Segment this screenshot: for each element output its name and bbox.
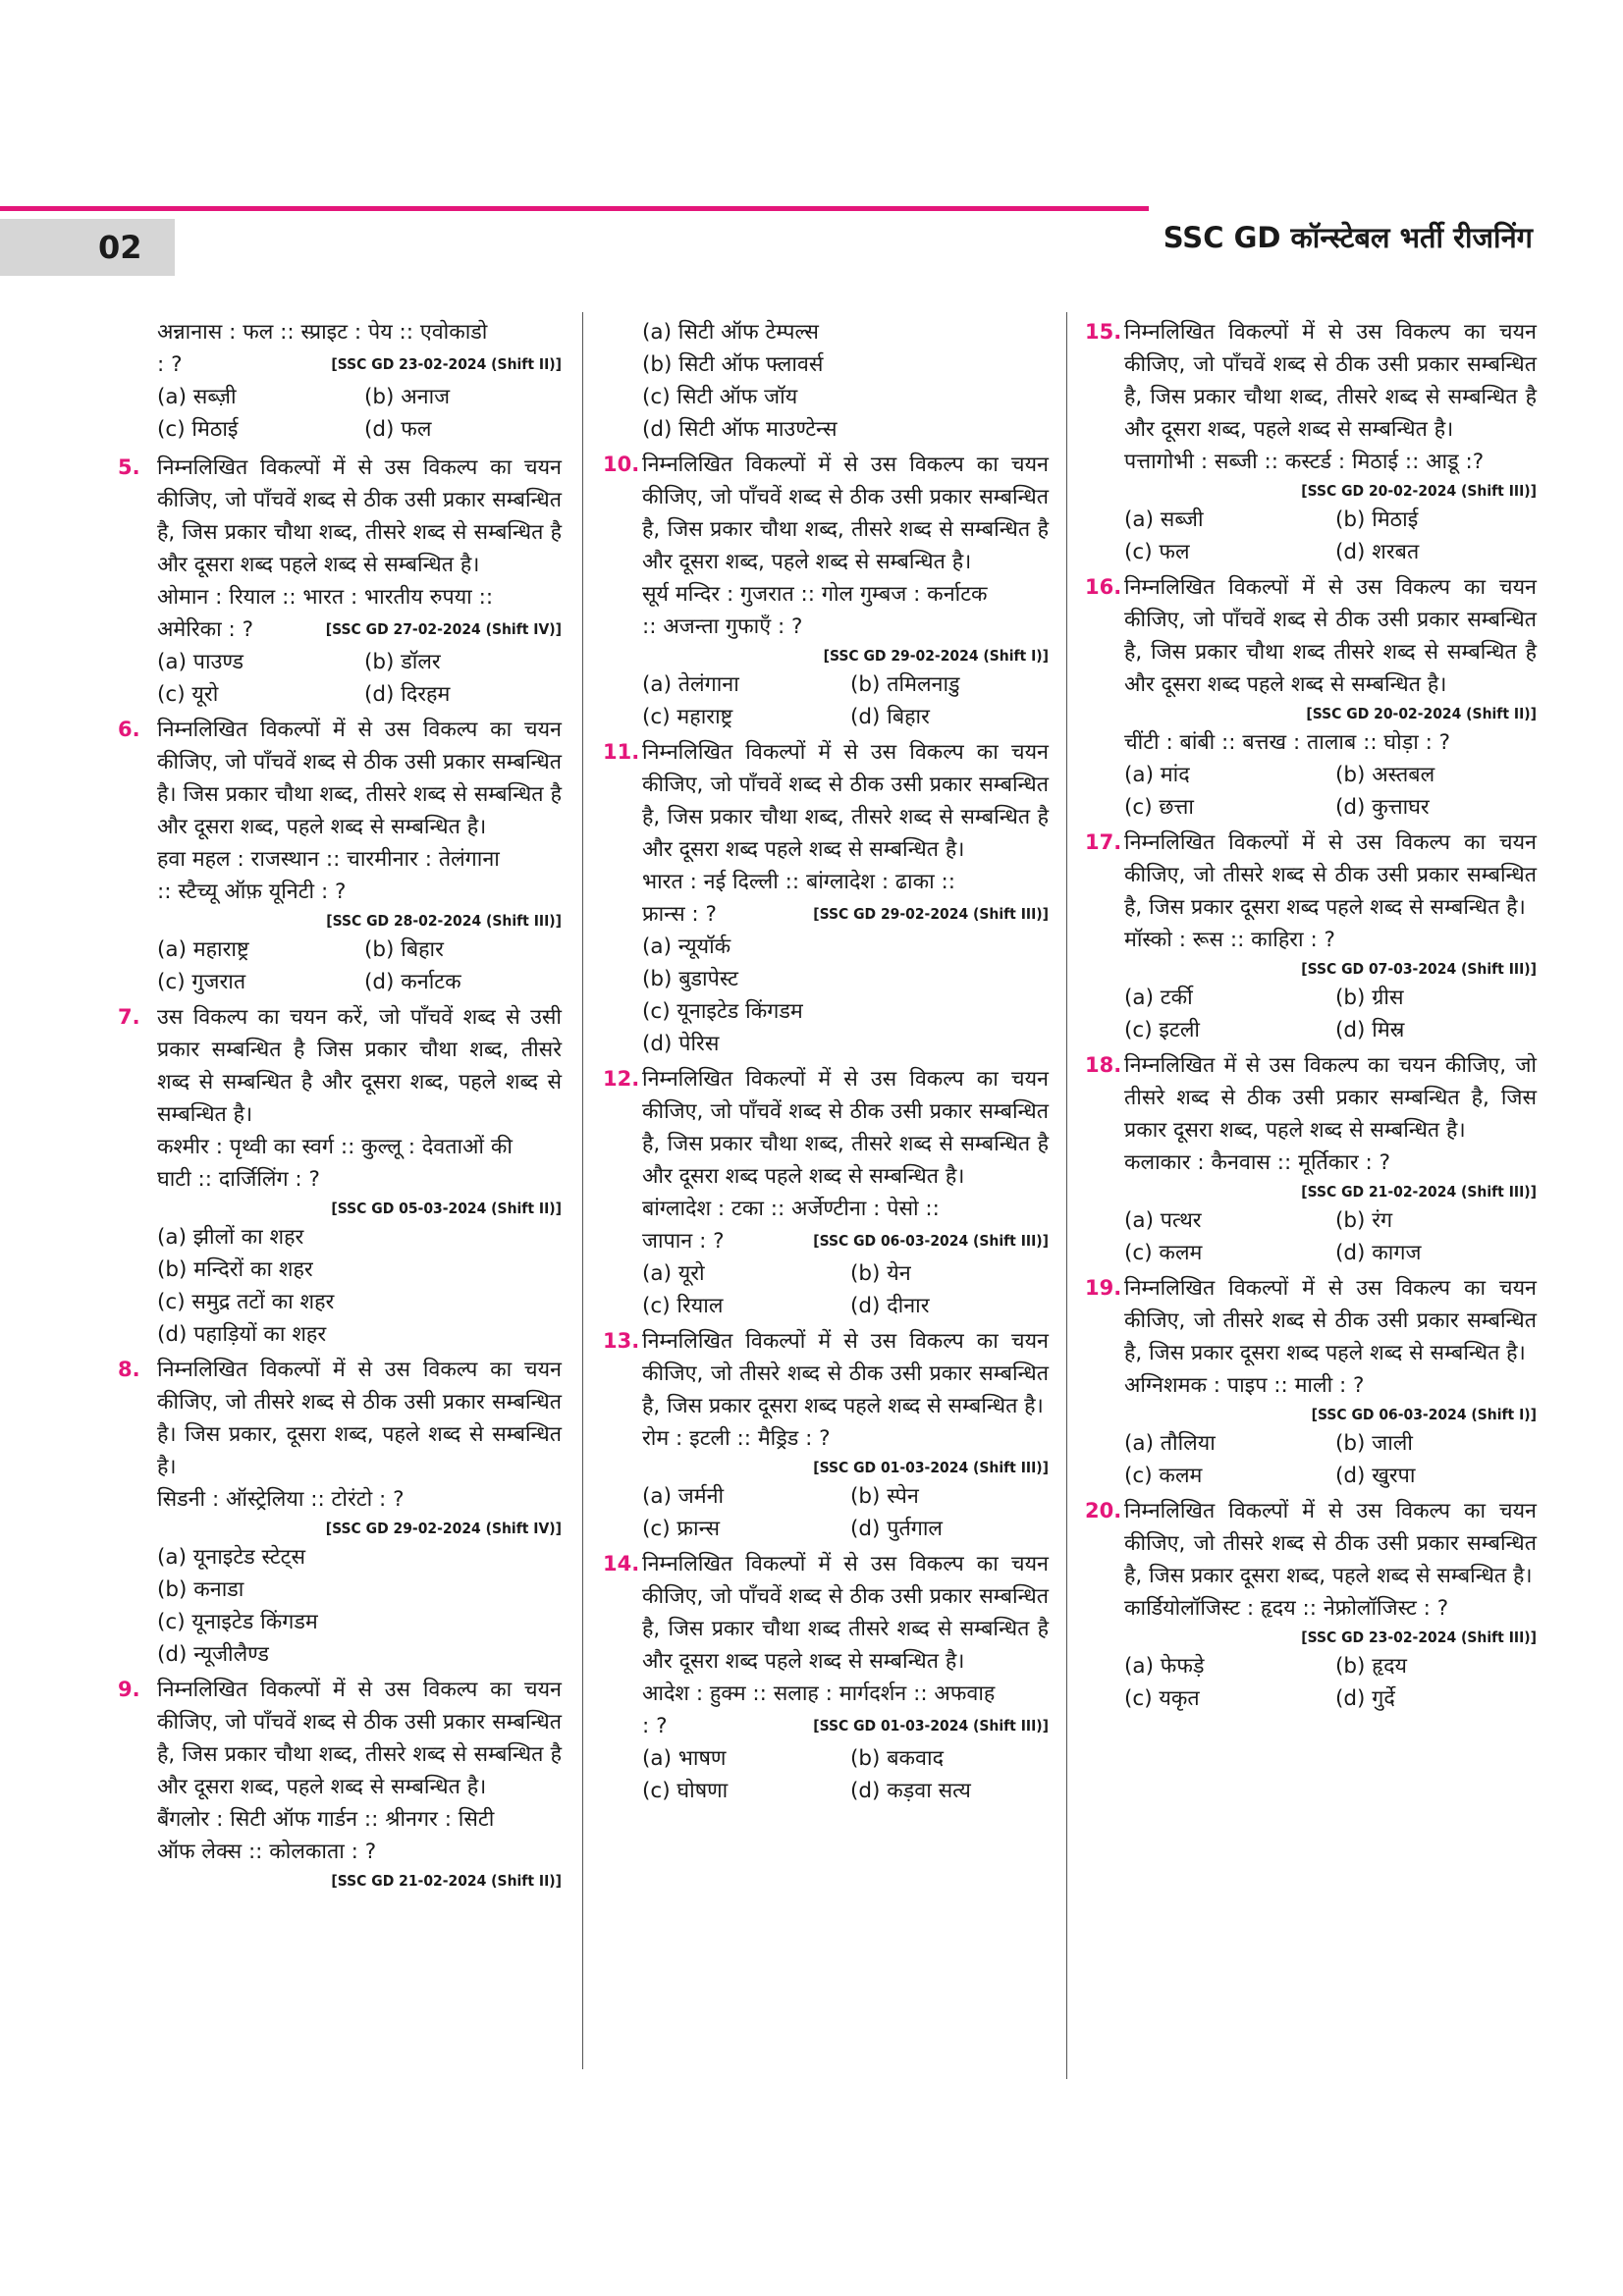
question-number: 9. <box>118 1678 140 1701</box>
relation-line: पत्तागोभी : सब्जी :: कस्टर्ड : मिठाई :: आडू :? <box>1124 450 1485 474</box>
option-d[interactable]: (d) गुर्दे <box>1335 1686 1395 1711</box>
question-number: 12. <box>603 1067 640 1091</box>
options <box>642 668 1049 733</box>
exam-source: [SSC GD 20-02-2024 (Shift II)] <box>1306 705 1537 722</box>
option-c[interactable]: (c) समुद्र तटों का शहर <box>157 1290 335 1314</box>
option-d[interactable]: (d) मिस्र <box>1335 1018 1405 1042</box>
question-number: 18. <box>1085 1053 1122 1077</box>
column-divider <box>1066 312 1067 2079</box>
question-text: निम्नलिखित में से उस विकल्प का चयन कीजिए, जो तीसरे शब्द से ठीक उसी प्रकार सम्बन्धित है, जिस प्रकार दूसरा शब्द, पहले शब्द से सम्बन्धित है। <box>1124 1053 1537 1143</box>
question-15 <box>1085 316 1537 568</box>
option-c[interactable]: (c) कलम <box>1124 1241 1203 1265</box>
question-18 <box>1085 1049 1537 1269</box>
option-b[interactable]: (b) कनाडा <box>157 1577 244 1602</box>
exam-source: [SSC GD 07-03-2024 (Shift III)] <box>1301 960 1537 978</box>
option-d[interactable]: (d) खुरपा <box>1335 1464 1416 1488</box>
option-c[interactable]: (c) सिटी ऑफ जॉय <box>642 385 798 409</box>
option-c[interactable]: (c) यकृत <box>1124 1686 1200 1711</box>
question-8 <box>118 1354 562 1671</box>
option-a[interactable]: (a) झीलों का शहर <box>157 1225 304 1250</box>
options <box>1124 759 1537 824</box>
options <box>1124 1204 1537 1269</box>
option-d[interactable]: (d) पहाड़ियों का शहर <box>157 1322 327 1347</box>
option-c[interactable]: (c) मिठाई <box>157 417 239 442</box>
option-b[interactable]: (b) मिठाई <box>1335 507 1419 532</box>
option-c[interactable]: (c) फ्रान्स <box>642 1517 721 1541</box>
question-16 <box>1085 571 1537 824</box>
option-b[interactable]: (b) सिटी ऑफ फ्लावर्स <box>642 352 824 377</box>
option-b[interactable]: (b) बकवाद <box>850 1746 944 1771</box>
relation-line: बैंगलोर : सिटी ऑफ गार्डन :: श्रीनगर : सिटी <box>157 1807 495 1832</box>
exam-source: [SSC GD 05-03-2024 (Shift II)] <box>331 1200 562 1217</box>
exam-source: [SSC GD 28-02-2024 (Shift III)] <box>326 912 562 930</box>
question-17 <box>1085 827 1537 1046</box>
option-d[interactable]: (d) कड़वा सत्य <box>850 1779 971 1803</box>
options <box>157 1221 562 1351</box>
question-20 <box>1085 1495 1537 1715</box>
option-b[interactable]: (b) जाली <box>1335 1431 1413 1456</box>
option-d[interactable]: (d) फल <box>364 417 432 442</box>
relation-line: घाटी :: दार्जिलिंग : ? <box>157 1167 320 1192</box>
option-d[interactable]: (d) कागज <box>1335 1241 1422 1265</box>
option-a[interactable]: (a) न्यूयॉर्क <box>642 934 731 959</box>
option-a[interactable]: (a) सब्ज़ी <box>157 385 237 409</box>
question-number: 20. <box>1085 1499 1122 1522</box>
question-number: 8. <box>118 1358 140 1381</box>
options <box>642 1480 1049 1545</box>
relation-line: ऑफ लेक्स :: कोलकाता : ? <box>157 1840 377 1864</box>
question-text: निम्नलिखित विकल्पों में से उस विकल्प का चयन कीजिए, जो पाँचवें शब्द से ठीक उसी प्रकार सम्बन्धित है, जिस प्रकार चौथा शब्द तीसरे शब्द से सम्बन्धित है और दूसरा शब्द पहले शब्द से सम्बन्धित है। <box>642 1552 1049 1674</box>
option-a[interactable]: (a) फेफड़े <box>1124 1654 1205 1679</box>
option-b[interactable]: (b) ग्रीस <box>1335 986 1404 1010</box>
options <box>642 316 1049 446</box>
exam-source: [SSC GD 29-02-2024 (Shift IV)] <box>325 1520 562 1537</box>
relation-line: जापान : ? <box>642 1229 725 1254</box>
relation-line: हवा महल : राजस्थान :: चारमीनार : तेलंगाना <box>157 847 500 872</box>
option-b[interactable]: (b) येन <box>850 1261 911 1286</box>
option-a[interactable]: (a) पत्थर <box>1124 1208 1202 1233</box>
option-d[interactable]: (d) कर्नाटक <box>364 970 461 994</box>
option-b[interactable]: (b) बिहार <box>364 937 444 962</box>
relation-line: अन्नानास : फल :: स्प्राइट : पेय :: एवोकाडो <box>157 320 488 345</box>
option-c[interactable]: (c) घोषणा <box>642 1779 729 1803</box>
options <box>1124 982 1537 1046</box>
relation-line: भारत : नई दिल्ली :: बांग्लादेश : ढाका :: <box>642 870 956 894</box>
exam-source: [SSC GD 23-02-2024 (Shift II)] <box>331 355 562 373</box>
relation-line: बांग्लादेश : टका :: अर्जेण्टीना : पेसो :: <box>642 1197 940 1221</box>
option-b[interactable]: (b) बुडापेस्ट <box>642 967 739 991</box>
column-1 <box>118 316 562 1894</box>
options <box>1124 504 1537 568</box>
question-number: 16. <box>1085 575 1122 599</box>
question-number: 7. <box>118 1005 140 1029</box>
exam-source: [SSC GD 29-02-2024 (Shift I)] <box>823 647 1049 665</box>
relation-line: ओमान : रियाल :: भारत : भारतीय रुपया :: <box>157 585 494 610</box>
option-d[interactable]: (d) न्यूजीलैण्ड <box>157 1642 269 1667</box>
option-a[interactable]: (a) यूरो <box>642 1261 705 1286</box>
column-divider <box>582 312 583 2069</box>
option-b[interactable]: (b) अस्तबल <box>1335 763 1435 787</box>
option-a[interactable]: (a) सिटी ऑफ टेम्पल्स <box>642 320 819 345</box>
relation-line: कार्डियोलॉजिस्ट : हृदय :: नेफ्रोलॉजिस्ट : ? <box>1124 1596 1449 1621</box>
option-b[interactable]: (b) डॉलर <box>364 650 441 674</box>
column-2 <box>603 316 1049 1807</box>
option-b[interactable]: (b) स्पेन <box>850 1484 919 1509</box>
question-14 <box>603 1548 1049 1807</box>
options <box>642 1257 1049 1322</box>
relation-line: रोम : इटली :: मैड्रिड : ? <box>642 1426 831 1451</box>
relation-line: : ? <box>157 352 183 377</box>
page-number: 02 <box>0 219 175 276</box>
relation-line: : ? <box>642 1714 668 1738</box>
question-text: उस विकल्प का चयन करें, जो पाँचवें शब्द से उसी प्रकार सम्बन्धित है जिस प्रकार चौथा शब्द, तीसरे शब्द से सम्बन्धित है और दूसरा शब्द, पहले शब्द से सम्बन्धित है। <box>157 1005 562 1127</box>
question-5 <box>118 452 562 711</box>
option-c[interactable]: (c) यूनाइटेड किंगडम <box>157 1610 318 1634</box>
option-c[interactable]: (c) छत्ता <box>1124 795 1194 820</box>
header-accent-line <box>0 206 1149 211</box>
option-b[interactable]: (b) मन्दिरों का शहर <box>157 1257 313 1282</box>
option-c[interactable]: (c) इटली <box>1124 1018 1200 1042</box>
options <box>1124 1427 1537 1492</box>
question-7 <box>118 1001 562 1351</box>
question-text: निम्नलिखित विकल्पों में से उस विकल्प का चयन कीजिए, जो पाँचवें शब्द से ठीक उसी प्रकार सम्बन्धित है, जिस प्रकार चौथा शब्द, तीसरे शब्द से सम्बन्धित है और दूसरा शब्द, पहले शब्द से सम्बन्धित है। <box>1124 320 1537 442</box>
option-d[interactable]: (d) सिटी ऑफ माउण्टेन्स <box>642 417 838 442</box>
option-d[interactable]: (d) पेरिस <box>642 1032 720 1056</box>
option-b[interactable]: (b) अनाज <box>364 385 451 409</box>
option-c[interactable]: (c) फल <box>1124 540 1190 564</box>
exam-source: [SSC GD 21-02-2024 (Shift II)] <box>331 1872 562 1890</box>
exam-source: [SSC GD 20-02-2024 (Shift III)] <box>1301 482 1537 500</box>
relation-line: चींटी : बांबी :: बत्तख : तालाब :: घोड़ा : ? <box>1124 730 1451 755</box>
exam-source: [SSC GD 06-03-2024 (Shift III)] <box>813 1232 1049 1250</box>
options <box>157 381 562 446</box>
question-text: निम्नलिखित विकल्पों में से उस विकल्प का चयन कीजिए, जो पाँचवें शब्द से ठीक उसी प्रकार सम्बन्धित है, जिस प्रकार चौथा शब्द तीसरे शब्द से सम्बन्धित है और दूसरा शब्द पहले शब्द से सम्बन्धित है। <box>1124 575 1537 697</box>
exam-source: [SSC GD 01-03-2024 (Shift III)] <box>813 1459 1049 1476</box>
question-text: निम्नलिखित विकल्पों में से उस विकल्प का चयन कीजिए, जो तीसरे शब्द से ठीक उसी प्रकार सम्बन्धित है। जिस प्रकार, दूसरा शब्द, पहले शब्द से सम्बन्धित है। <box>157 1358 562 1479</box>
question-10 <box>603 449 1049 733</box>
options <box>157 646 562 711</box>
exam-source: [SSC GD 23-02-2024 (Shift III)] <box>1301 1629 1537 1646</box>
option-a[interactable]: (a) पाउण्ड <box>157 650 244 674</box>
relation-line: अग्निशमक : पाइप :: माली : ? <box>1124 1373 1365 1398</box>
question-number: 11. <box>603 740 640 764</box>
question-text: निम्नलिखित विकल्पों में से उस विकल्प का चयन कीजिए, जो पाँचवें शब्द से ठीक उसी प्रकार सम्बन्धित है। जिस प्रकार चौथा शब्द, तीसरे शब्द से सम्बन्धित है और दूसरा शब्द, पहले शब्द से सम्बन्धित है। <box>157 718 562 839</box>
question-text: निम्नलिखित विकल्पों में से उस विकल्प का चयन कीजिए, जो तीसरे शब्द से ठीक उसी प्रकार सम्बन्धित है, जिस प्रकार दूसरा शब्द पहले शब्द से सम्बन्धित है। <box>642 1329 1049 1418</box>
options <box>1124 1650 1537 1715</box>
question-number: 5. <box>118 455 140 479</box>
option-a[interactable]: (a) तेलंगाना <box>642 672 739 697</box>
exam-source: [SSC GD 27-02-2024 (Shift IV)] <box>325 620 562 638</box>
option-d[interactable]: (d) बिहार <box>850 705 930 729</box>
relation-line: :: अजन्ता गुफाएँ : ? <box>642 614 803 639</box>
relation-line: फ्रान्स : ? <box>642 902 717 927</box>
options <box>642 931 1049 1060</box>
relation-line: अमेरिका : ? <box>157 617 254 642</box>
option-c[interactable]: (c) यूरो <box>157 682 219 707</box>
option-c[interactable]: (c) महाराष्ट्र <box>642 705 733 729</box>
question-text: निम्नलिखित विकल्पों में से उस विकल्प का चयन कीजिए, जो तीसरे शब्द से ठीक उसी प्रकार सम्बन्धित है, जिस प्रकार दूसरा शब्द, पहले शब्द से सम्बन्धित है। <box>1124 1499 1537 1588</box>
question-12 <box>603 1063 1049 1322</box>
option-c[interactable]: (c) यूनाइटेड किंगडम <box>642 999 803 1024</box>
running-header-title: SSC GD कॉन्स्टेबल भर्ती रीजनिंग <box>1163 221 1533 254</box>
question-text: निम्नलिखित विकल्पों में से उस विकल्प का चयन कीजिए, जो पाँचवें शब्द से ठीक उसी प्रकार सम्बन्धित है, जिस प्रकार चौथा शब्द, तीसरे शब्द से सम्बन्धित है और दूसरा शब्द पहले शब्द से सम्बन्धित है। <box>157 455 562 577</box>
question-6 <box>118 714 562 998</box>
relation-line: मॉस्को : रूस :: काहिरा : ? <box>1124 928 1335 952</box>
question-number: 17. <box>1085 830 1122 854</box>
question-number: 19. <box>1085 1276 1122 1300</box>
relation-line: सूर्य मन्दिर : गुजरात :: गोल गुम्बज : कर्नाटक <box>642 582 988 607</box>
option-a[interactable]: (a) सब्जी <box>1124 507 1204 532</box>
option-a[interactable]: (a) जर्मनी <box>642 1484 725 1509</box>
option-b[interactable]: (b) हृदय <box>1335 1654 1407 1679</box>
exam-source: [SSC GD 29-02-2024 (Shift III)] <box>813 905 1049 923</box>
option-a[interactable]: (a) महाराष्ट्र <box>157 937 249 962</box>
option-a[interactable]: (a) मांद <box>1124 763 1190 787</box>
question-text: निम्नलिखित विकल्पों में से उस विकल्प का चयन कीजिए, जो पाँचवें शब्द से ठीक उसी प्रकार सम्बन्धित है, जिस प्रकार चौथा शब्द, तीसरे शब्द से सम्बन्धित है और दूसरा शब्द, पहले शब्द से सम्बन्धित है। <box>157 1678 562 1799</box>
question-text: निम्नलिखित विकल्पों में से उस विकल्प का चयन कीजिए, जो तीसरे शब्द से ठीक उसी प्रकार सम्बन्धित है, जिस प्रकार दूसरा शब्द पहले शब्द से सम्बन्धित है। <box>1124 830 1537 920</box>
relation-line: कश्मीर : पृथ्वी का स्वर्ग :: कुल्लू : देवताओं की <box>157 1135 513 1159</box>
question-text: निम्नलिखित विकल्पों में से उस विकल्प का चयन कीजिए, जो पाँचवें शब्द से ठीक उसी प्रकार सम्बन्धित है, जिस प्रकार चौथा शब्द, तीसरे शब्द से सम्बन्धित है और दूसरा शब्द, पहले शब्द से सम्बन्धित है। <box>642 453 1049 574</box>
question-9 <box>118 1674 562 1894</box>
exam-source: [SSC GD 06-03-2024 (Shift I)] <box>1311 1406 1537 1423</box>
question-number: 13. <box>603 1329 640 1353</box>
option-d[interactable]: (d) दीनार <box>850 1294 930 1318</box>
question-number: 14. <box>603 1552 640 1575</box>
question-11 <box>603 736 1049 1060</box>
relation-line: सिडनी : ऑस्ट्रेलिया :: टोरंटो : ? <box>157 1487 405 1512</box>
option-b[interactable]: (b) रंग <box>1335 1208 1393 1233</box>
option-a[interactable]: (a) टर्की <box>1124 986 1193 1010</box>
option-b[interactable]: (b) तमिलनाडु <box>850 672 960 697</box>
option-c[interactable]: (c) गुजरात <box>157 970 246 994</box>
option-d[interactable]: (d) शरबत <box>1335 540 1420 564</box>
question-text: निम्नलिखित विकल्पों में से उस विकल्प का चयन कीजिए, जो पाँचवें शब्द से ठीक उसी प्रकार सम्बन्धित है, जिस प्रकार चौथा शब्द, तीसरे शब्द से सम्बन्धित है और दूसरा शब्द पहले शब्द से सम्बन्धित है। <box>642 740 1049 862</box>
option-c[interactable]: (c) कलम <box>1124 1464 1203 1488</box>
question-number: 6. <box>118 718 140 741</box>
column-3 <box>1085 316 1537 1715</box>
question-number: 10. <box>603 453 640 476</box>
option-d[interactable]: (d) दिरहम <box>364 682 451 707</box>
exam-source: [SSC GD 21-02-2024 (Shift III)] <box>1301 1183 1537 1201</box>
relation-line: आदेश : हुक्म :: सलाह : मार्गदर्शन :: अफवाह <box>642 1682 996 1706</box>
question-9-options <box>603 316 1049 446</box>
options <box>157 1541 562 1671</box>
options <box>157 934 562 998</box>
option-a[interactable]: (a) भाषण <box>642 1746 727 1771</box>
question-19 <box>1085 1272 1537 1492</box>
question-text: निम्नलिखित विकल्पों में से उस विकल्प का चयन कीजिए, जो पाँचवें शब्द से ठीक उसी प्रकार सम्बन्धित है, जिस प्रकार चौथा शब्द, तीसरे शब्द से सम्बन्धित है और दूसरा शब्द पहले शब्द से सम्बन्धित है। <box>642 1067 1049 1189</box>
question-number: 15. <box>1085 320 1122 344</box>
exam-source: [SSC GD 01-03-2024 (Shift III)] <box>813 1717 1049 1735</box>
option-d[interactable]: (d) पुर्तगाल <box>850 1517 943 1541</box>
question-text: निम्नलिखित विकल्पों में से उस विकल्प का चयन कीजिए, जो तीसरे शब्द से ठीक उसी प्रकार सम्बन्धित है, जिस प्रकार दूसरा शब्द पहले शब्द से सम्बन्धित है। <box>1124 1276 1537 1365</box>
options <box>642 1742 1049 1807</box>
option-a[interactable]: (a) तौलिया <box>1124 1431 1216 1456</box>
option-c[interactable]: (c) रियाल <box>642 1294 724 1318</box>
question-13 <box>603 1325 1049 1545</box>
option-d[interactable]: (d) कुत्ताघर <box>1335 795 1430 820</box>
relation-line: कलाकार : कैनवास :: मूर्तिकार : ? <box>1124 1150 1390 1175</box>
relation-line: :: स्टैच्यू ऑफ़ यूनिटी : ? <box>157 880 347 904</box>
option-a[interactable]: (a) यूनाइटेड स्टेट्स <box>157 1545 306 1570</box>
question-4-continuation <box>118 316 562 446</box>
